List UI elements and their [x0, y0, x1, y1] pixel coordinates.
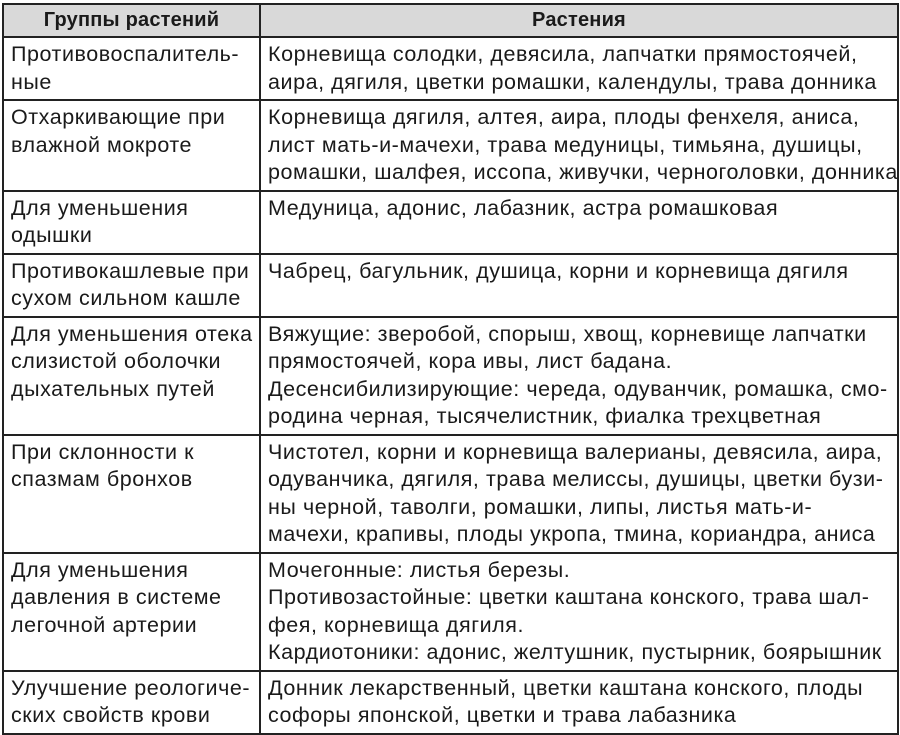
plants-line: Корневища дягиля, алтея, аира, плоды фенхеля, аниса, — [268, 105, 860, 129]
plants-line: Противозастойные: цветки каштана конского, трава шал- — [268, 585, 870, 609]
plants-line: Кардиотоники: адонис, желтушник, пустырник, боярышник — [268, 640, 882, 664]
plants-line: ны черной, таволги, ромашки, липы, листья мать-и- — [268, 494, 813, 519]
table-row — [3, 37, 898, 100]
plant-group-line: Улучшение реологиче- — [11, 675, 251, 700]
table-row — [3, 254, 898, 317]
plants-cell — [260, 100, 898, 191]
plant-group-line: дыхательных путей — [11, 376, 215, 401]
plant-group-cell — [3, 254, 260, 317]
table-row — [3, 435, 898, 553]
plant-group-line: ные — [11, 69, 52, 94]
plants-line: Медуница, адонис, лабазник, астра ромашковая — [268, 195, 779, 220]
plants-line: Вяжущие: зверобой, спорыш, хвощ, корневище лапчатки — [268, 321, 867, 346]
plants-line: Корневища солодки, девясила, лапчатки прямостоячей, — [268, 42, 858, 66]
table-row — [3, 671, 898, 734]
plant-group-line: Отхаркивающие при — [11, 105, 226, 129]
plant-group-cell — [3, 100, 260, 191]
plants-line: мачехи, крапивы, плоды укропа, тмина, кориандра, аниса — [268, 522, 876, 546]
plant-group-line: одышки — [11, 223, 93, 247]
table-row — [3, 553, 898, 671]
plant-group-line: Для уменьшения отека — [11, 321, 253, 346]
plants-line: Десенсибилизирующие: череда, одуванчик, ромашка, смо- — [268, 376, 888, 401]
plant-group-cell — [3, 37, 260, 100]
table-row — [3, 317, 898, 435]
table-header — [3, 4, 898, 37]
table-row — [3, 100, 898, 191]
table-row — [3, 191, 898, 254]
plant-group-cell — [3, 317, 260, 435]
plants-cell — [260, 671, 898, 734]
plants-line: Чистотел, корни и корневища валерианы, девясила, аира, — [268, 439, 883, 464]
plants-line: фея, корневища дягиля. — [268, 612, 524, 637]
plants-cell — [260, 37, 898, 100]
plant-group-cell — [3, 671, 260, 734]
plant-group-line: ских свойств крови — [11, 703, 211, 727]
plants-table — [2, 3, 899, 735]
plants-cell — [260, 553, 898, 671]
header-plant-groups: Группы растений — [3, 4, 260, 37]
plant-group-line: спазмам бронхов — [11, 467, 193, 491]
plants-line: Донник лекарственный, цветки каштана конского, плоды — [268, 675, 864, 700]
plant-group-line: Для уменьшения — [11, 557, 189, 582]
table-body — [3, 37, 898, 734]
header-row — [3, 4, 898, 37]
plants-cell — [260, 317, 898, 435]
plant-group-line: слизистой оболочки — [11, 349, 222, 373]
plants-line: родина черная, тысячелистник, фиалка трехцветная — [268, 404, 822, 428]
plants-line: Чабрец, багульник, душица, корни и корневища дягиля — [268, 258, 849, 283]
plants-cell — [260, 254, 898, 317]
plant-group-line: При склонности к — [11, 439, 195, 464]
plant-group-line: влажной мокроте — [11, 132, 193, 157]
plant-group-cell — [3, 191, 260, 254]
plant-group-line: Противокашлевые при — [11, 258, 250, 283]
plant-group-line: давления в системе — [11, 585, 222, 609]
plant-group-cell — [3, 435, 260, 553]
plants-line: прямостоячей, кора ивы, лист бадана. — [268, 349, 673, 373]
plant-group-cell — [3, 553, 260, 671]
plant-group-line: легочной артерии — [11, 612, 198, 637]
plant-group-line: Противовоспалитель- — [11, 42, 240, 66]
plants-line: софоры японской, цветки и трава лабазника — [268, 703, 737, 727]
plants-line: ромашки, шалфея, иссопа, живучки, черноголовки, донника — [268, 160, 898, 184]
plant-group-line: Для уменьшения — [11, 195, 189, 220]
plants-line: одуванчика, дягиля, трава мелиссы, душицы, цветки бузи- — [268, 467, 884, 491]
plants-line: Мочегонные: листья березы. — [268, 557, 571, 582]
plants-cell — [260, 435, 898, 553]
header-plants: Растения — [260, 4, 898, 37]
plant-group-line: сухом сильном кашле — [11, 286, 241, 310]
plants-cell — [260, 191, 898, 254]
plants-line: аира, дягиля, цветки ромашки, календулы, трава донника — [268, 69, 877, 94]
plants-line: лист мать-и-мачехи, трава медуницы, тимьяна, душицы, — [268, 132, 863, 157]
